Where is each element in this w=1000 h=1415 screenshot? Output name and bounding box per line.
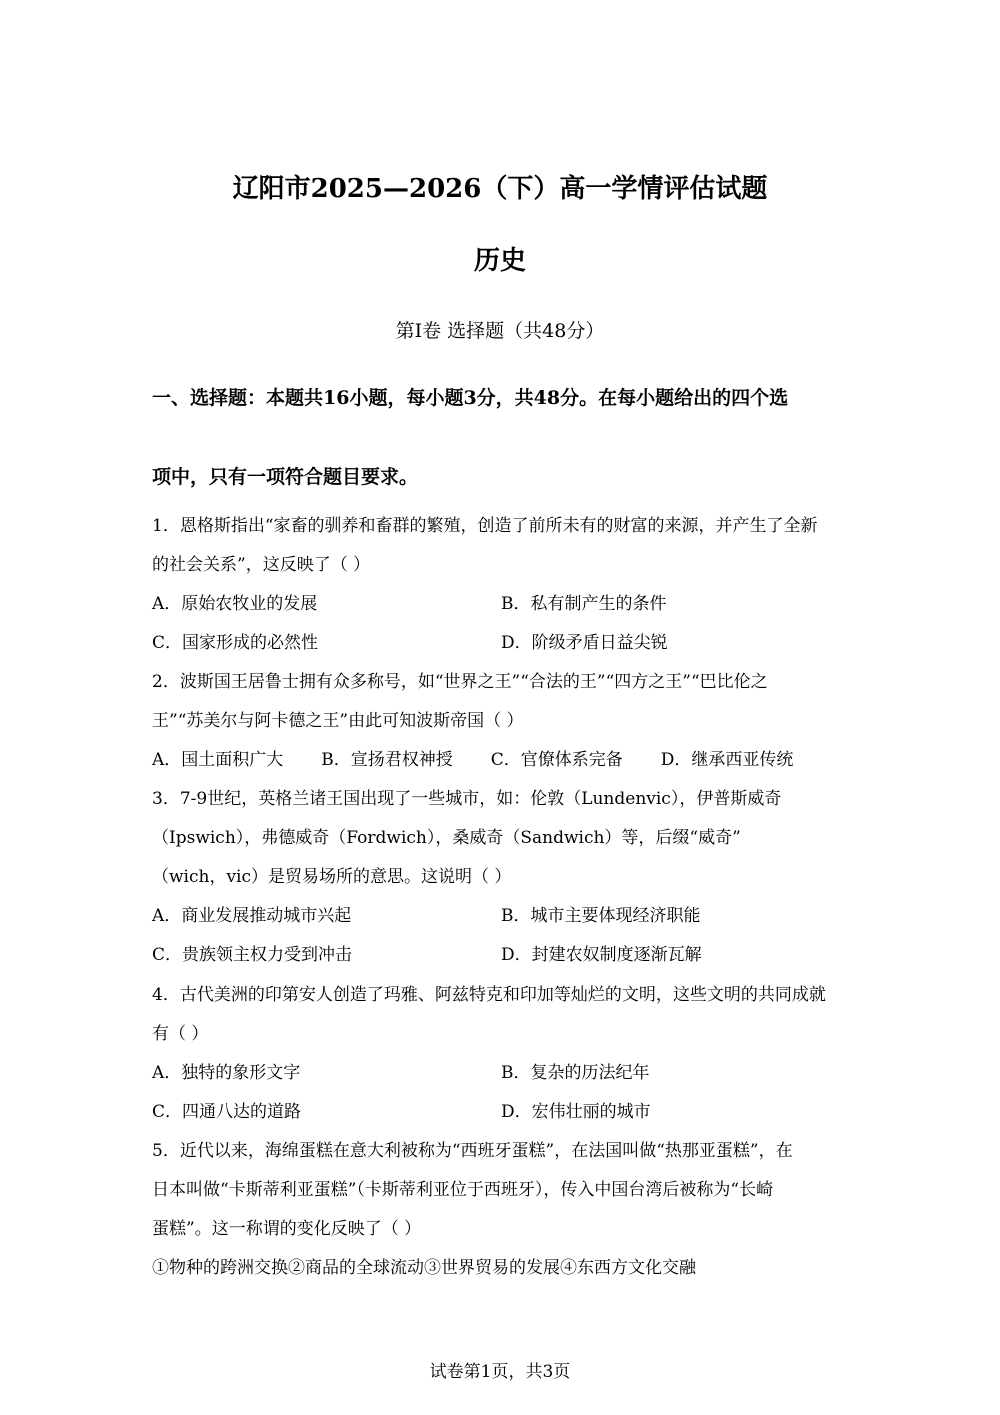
exam-title: 辽阳市2025—2026（下）高一学情评估试题 (232, 174, 768, 204)
option-b: B．复杂的历法纪年 (501, 1063, 650, 1083)
option-d: D．继承西亚传统 (660, 750, 794, 770)
option-b: B．城市主要体现经济职能 (501, 906, 701, 926)
question-stem-line: （Ipswich），弗德威奇（Fordwich），桑威奇（Sandwich）等，后缀“威奇” (152, 828, 741, 848)
options-row (152, 1093, 852, 1132)
question-3 (152, 780, 852, 975)
question-stem-line: 蛋糕”。这一称谓的变化反映了（ ） (152, 1219, 422, 1239)
option-c: C．官僚体系完备 (490, 750, 623, 770)
question-2 (152, 663, 852, 780)
subject-title: 历史 (473, 246, 526, 276)
question-stem-line: 3．7-9世纪，英格兰诸王国出现了一些城市，如：伦敦（Lundenvic），伊普斯威奇 (152, 789, 782, 809)
question-choices-line: ①物种的跨洲交换②商品的全球流动③世界贸易的发展④东西方文化交融 (152, 1258, 696, 1278)
option-d: D．封建农奴制度逐渐瓦解 (501, 945, 702, 965)
options-row (152, 897, 852, 936)
options-row (152, 1054, 852, 1093)
option-a: A．商业发展推动城市兴起 (152, 906, 352, 926)
option-c: C．四通八达的道路 (152, 1102, 302, 1122)
question-5 (152, 1132, 852, 1288)
question-stem-line: 2．波斯国王居鲁士拥有众多称号，如“世界之王”“合法的王”“四方之王”“巴比伦之 (152, 672, 768, 692)
option-d: D．阶级矛盾日益尖锐 (501, 633, 668, 653)
option-c: C．国家形成的必然性 (152, 633, 319, 653)
option-b: B．私有制产生的条件 (501, 594, 667, 614)
option-a: A．国土面积广大 (152, 750, 284, 770)
question-stem-line: 5．近代以来，海绵蛋糕在意大利被称为“西班牙蛋糕”，在法国叫做“热那亚蛋糕”，在 (152, 1141, 793, 1161)
question-1 (152, 507, 852, 663)
question-4 (152, 976, 852, 1132)
section-label: 第Ⅰ卷 选择题（共48分） (395, 320, 605, 342)
option-a: A．独特的象形文字 (152, 1063, 301, 1083)
question-stem-line: 有（ ） (152, 1024, 209, 1044)
question-stem-line: 日本叫做“卡斯蒂利亚蛋糕”（卡斯蒂利亚位于西班牙），传入中国台湾后被称为“长崎 (152, 1180, 774, 1200)
options-row (152, 624, 852, 663)
question-stem-line: （wich，vic）是贸易场所的意思。这说明（ ） (152, 867, 512, 887)
question-stem-line: 王”“苏美尔与阿卡德之王”由此可知波斯帝国（ ） (152, 711, 524, 731)
option-c: C．贵族领主权力受到冲击 (152, 945, 353, 965)
option-b: B．宣扬君权神授 (321, 750, 453, 770)
instructions-line-1: 一、选择题：本题共16小题，每小题3分，共48分。在每小题给出的四个选 (152, 387, 789, 409)
question-stem-line: 的社会关系”，这反映了（ ） (152, 555, 371, 575)
options-row (152, 936, 852, 975)
options-row (152, 585, 852, 624)
instructions-line-2: 项中，只有一项符合题目要求。 (152, 466, 419, 488)
question-stem-line: 1．恩格斯指出“家畜的驯养和畜群的繁殖，创造了前所未有的财富的来源，并产生了全新 (152, 516, 818, 536)
question-stem-line: 4．古代美洲的印第安人创造了玛雅、阿兹特克和印加等灿烂的文明，这些文明的共同成就 (152, 985, 826, 1005)
option-d: D．宏伟壮丽的城市 (501, 1102, 651, 1122)
option-a: A．原始农牧业的发展 (152, 594, 318, 614)
page-footer: 试卷第1页，共3页 (429, 1362, 571, 1382)
options-row (152, 741, 852, 780)
